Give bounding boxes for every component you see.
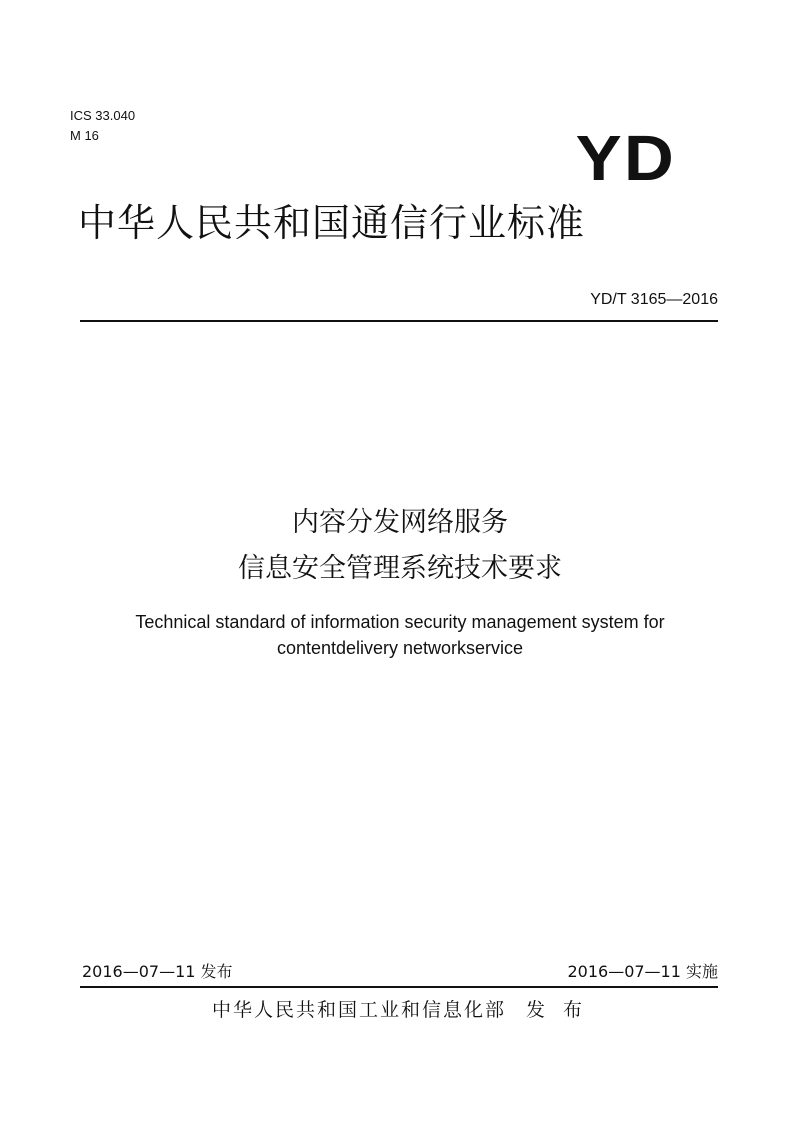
- bottom-divider: [80, 986, 718, 988]
- standard-title: 中华人民共和国通信行业标准: [78, 201, 586, 245]
- yd-logo: YD: [575, 122, 676, 194]
- publisher-name: 中华人民共和国工业和信息化部: [211, 999, 506, 1021]
- category-code: M 16: [70, 128, 99, 143]
- document-title-en-line1: Technical standard of information security management system for: [135, 612, 665, 632]
- issue-date: 2016—07—11 发布: [82, 962, 233, 981]
- document-title-zh-line2: 信息安全管理系统技术要求: [238, 553, 562, 584]
- standard-number: YD/T 3165—2016: [590, 291, 718, 308]
- publisher-line: [0, 996, 800, 1024]
- top-divider: [80, 320, 718, 322]
- classification-block: [70, 106, 135, 146]
- publish-action: 发 布: [525, 999, 589, 1021]
- implementation-date: 2016—07—11 实施: [567, 962, 718, 981]
- document-title-zh-line1: 内容分发网络服务: [292, 507, 508, 538]
- document-title-en-line2: contentdelivery networkservice: [276, 638, 524, 658]
- ics-code: ICS 33.040: [70, 108, 136, 123]
